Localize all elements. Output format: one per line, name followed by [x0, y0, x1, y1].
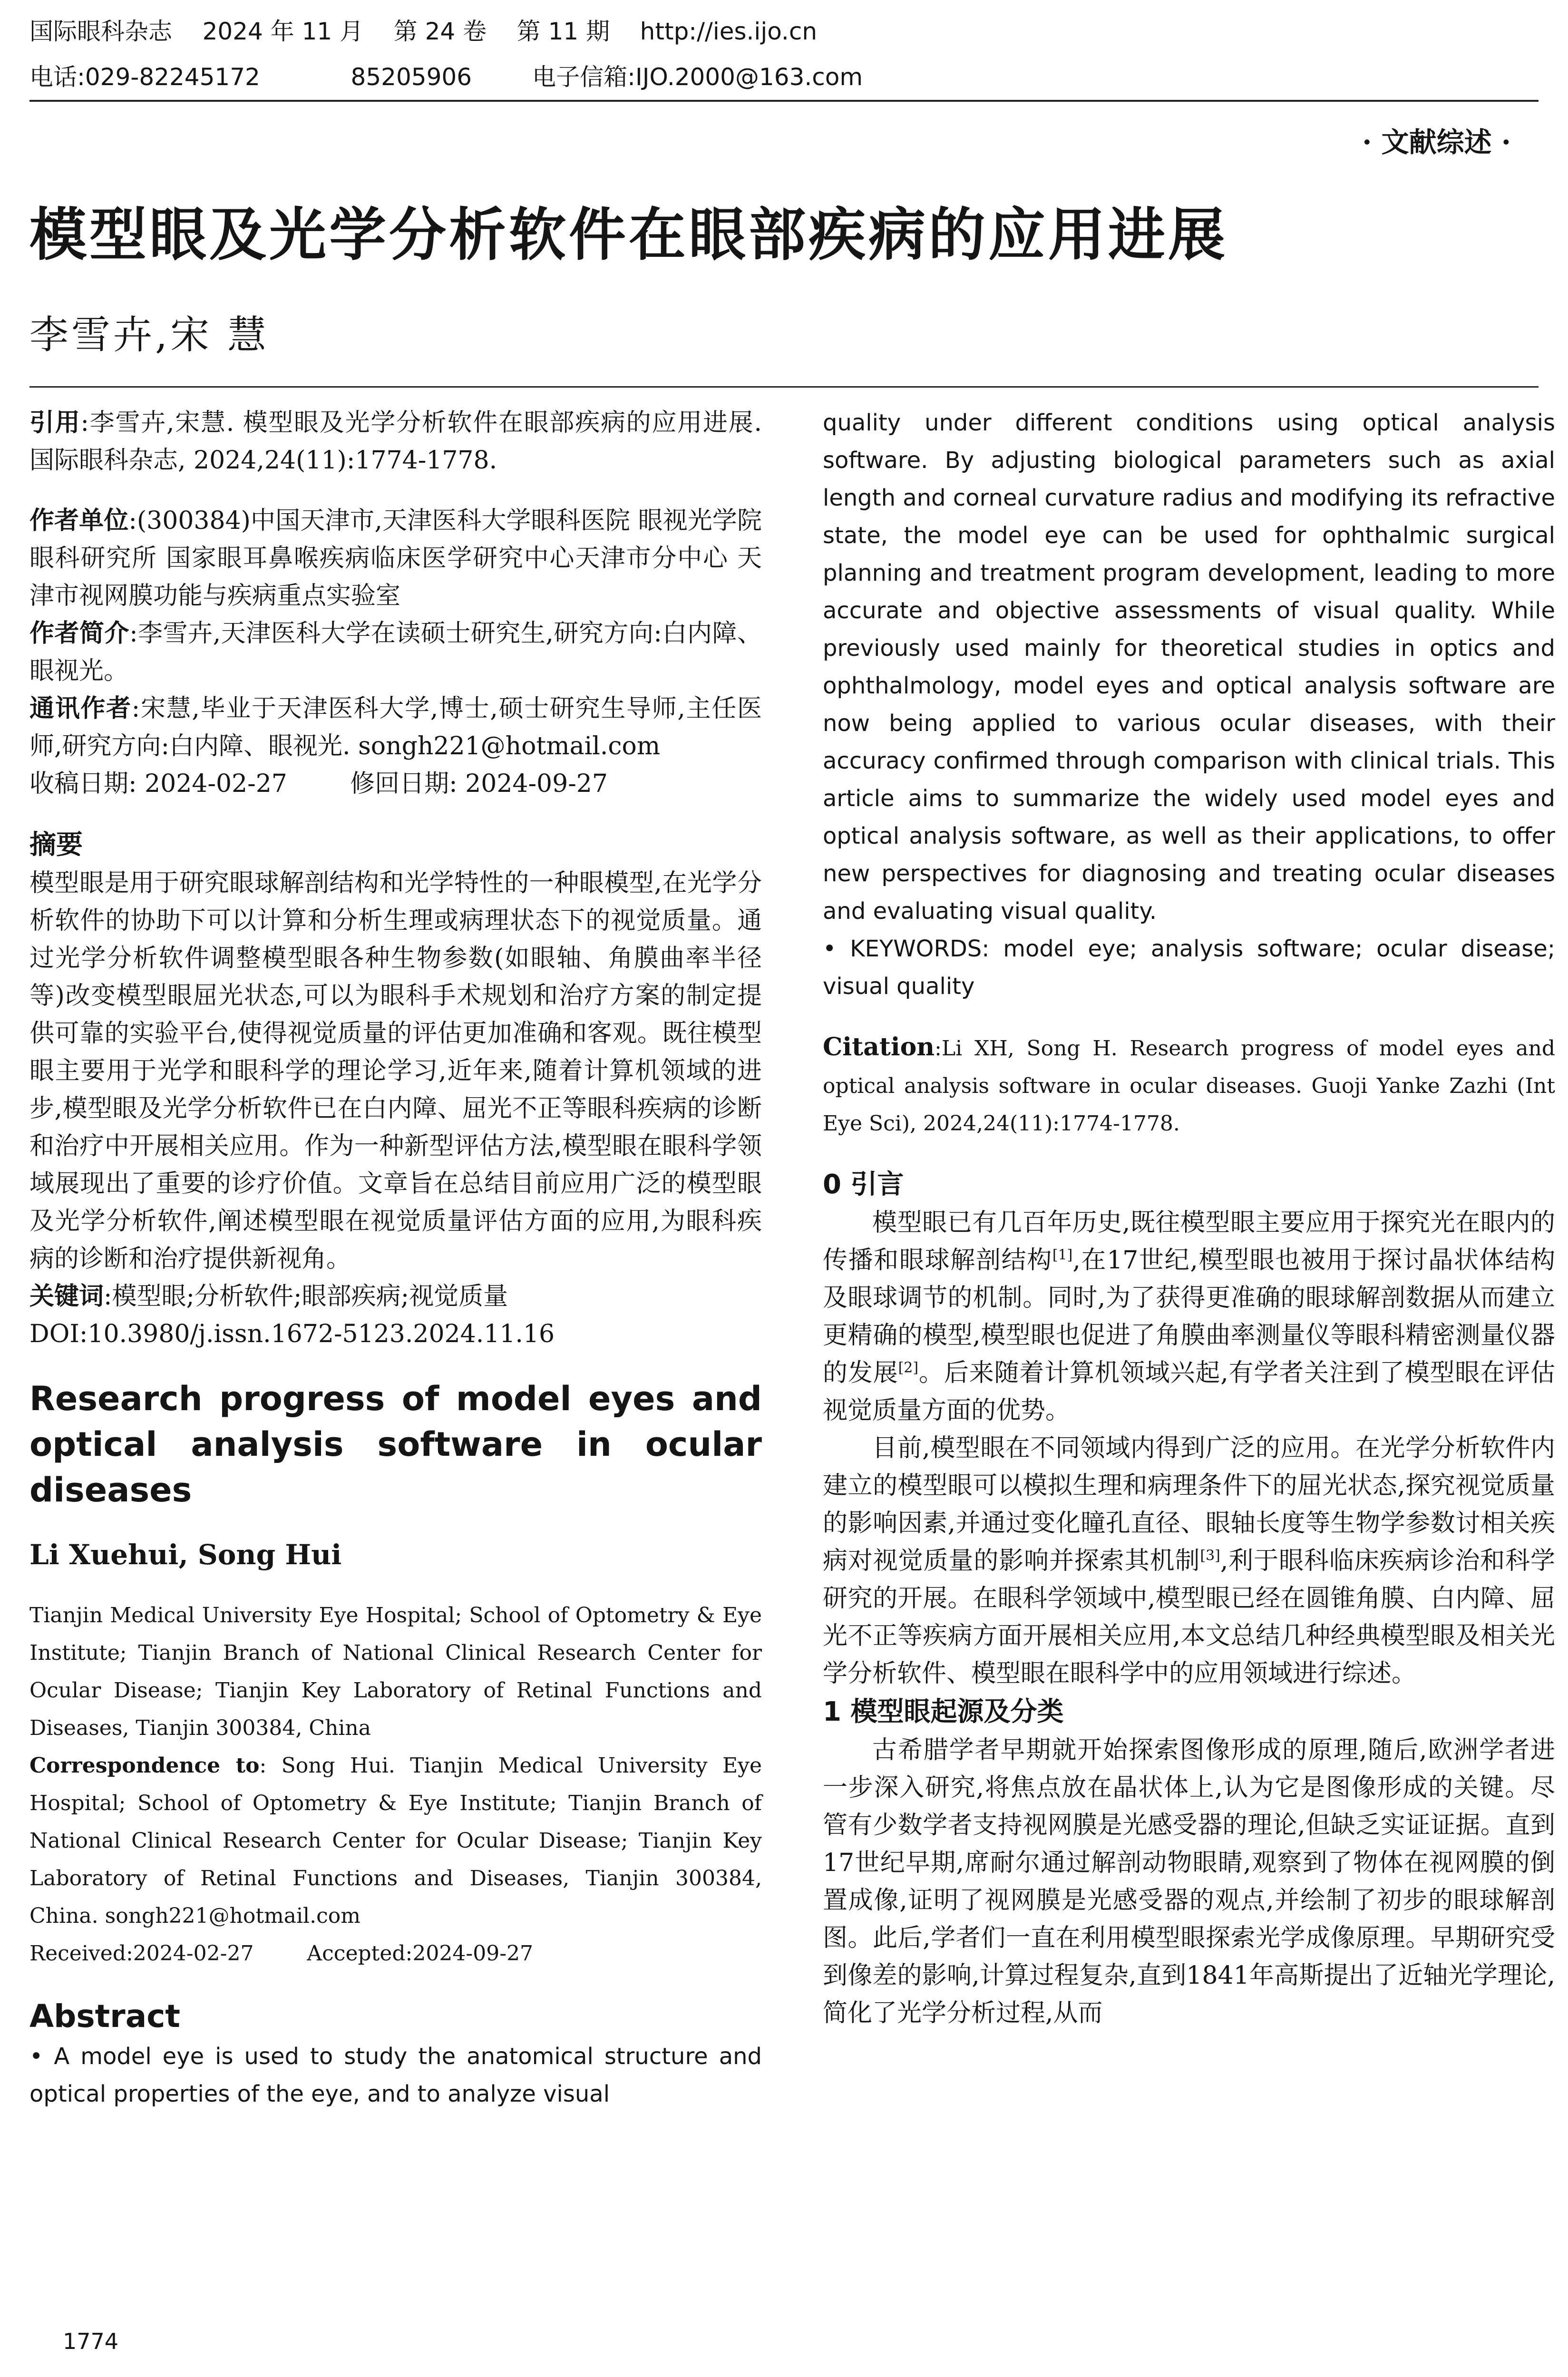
- english-citation: [823, 1028, 1555, 1142]
- left-column: [29, 404, 762, 2113]
- english-affiliation: Tianjin Medical University Eye Hospital; School of Optometry & Eye Institute; Tianjin Branch of National Clinical Research Center for Ocular Disease; Tianjin Key Laboratory of Retinal Functions and Diseases, Tianjin 300384, China: [29, 1603, 762, 1740]
- author-bio-label: 作者简介: [29, 619, 130, 648]
- abstract-zh-heading: 摘要: [29, 829, 83, 860]
- intro-paragraph-1: [823, 1204, 1555, 1430]
- ref-3: [3]: [1200, 1547, 1220, 1564]
- citation-zh-text: :李雪卉,宋慧. 模型眼及光学分析软件在眼部疾病的应用进展. 国际眼科杂志, 2024,24(11):1774-1778.: [29, 409, 762, 475]
- page-number: 1774: [63, 2328, 119, 2354]
- p2-text-a: 目前,模型眼在不同领域内得到广泛的应用。在光学分析软件内建立的模型眼可以模拟生理和病理条件下的屈光状态,探究视觉质量的影响因素,并通过变化瞳孔直径、眼轴长度等生物学参数讨相关疾病对视觉质量的影响并探索其机制: [823, 1434, 1555, 1575]
- intro-heading: 0 引言: [823, 1169, 904, 1200]
- english-abstract-part-1: • A model eye is used to study the anatomical structure and optical properties of the eye, and to analyze visual: [29, 2043, 762, 2107]
- section-tag: · 文献综述 ·: [1362, 126, 1511, 158]
- keywords-zh: [29, 1278, 762, 1315]
- dates-zh: 收稿日期: 2024-02-27 修回日期: 2024-09-27: [29, 770, 608, 798]
- english-correspondence-label: Correspondence to: [29, 1754, 260, 1778]
- english-authors: Li Xuehui, Song Hui: [29, 1539, 342, 1571]
- p1-text-b: ,在17世纪,模型眼也被用于探讨晶状体结构及眼球调节的机制。同时,为了获得更准确的眼球解剖数据从而建立更精确的模型,模型眼也促进了角膜曲率测量仪等眼科精密测量仪器的发展: [823, 1246, 1555, 1387]
- abstract-zh-text: 模型眼是用于研究眼球解剖结构和光学特性的一种眼模型,在光学分析软件的协助下可以计算和分析生理或病理状态下的视觉质量。通过光学分析软件调整模型眼各种生物参数(如眼轴、角膜曲率半径等)改变模型眼屈光状态,可以为眼科手术规划和治疗方案的制定提供可靠的实验平台,使得视觉质量的评估更加准确和客观。既往模型眼主要用于光学和眼科学的理论学习,近年来,随着计算机领域的进步,模型眼及光学分析软件已在白内障、屈光不正等眼科疾病的诊断和治疗中开展相关应用。作为一种新型评估方法,模型眼在眼科学领域展现出了重要的诊疗价值。文章旨在总结目前应用广泛的模型眼及光学分析软件,阐述模型眼在视觉质量评估方面的应用,为眼科疾病的诊断和治疗提供新视角。: [29, 869, 762, 1273]
- affiliation-zh-label: 作者单位: [29, 507, 129, 535]
- english-abstract-part-2: quality under different conditions using optical analysis software. By adjusting biological parameters such as axial length and corneal curvature radius and modifying its refractive state, the model eye can be used for ophthalmic surgical planning and treatment program development, leading to more accurate and objective assessments of visual quality. While previously used mainly for theoretical studies in optics and ophthalmology, model eyes and optical analysis software are now being applied to various ocular diseases, with their accuracy confirmed through comparison with clinical trials. This article aims to summarize the widely used model eyes and optical analysis software, as well as their applications, to offer new perspectives for diagnosing and treating ocular diseases and evaluating visual quality.: [823, 409, 1555, 925]
- english-correspondence: [29, 1747, 762, 1935]
- p2-text-b: ,利于眼科临床疾病诊治和科学研究的开展。在眼科学领域中,模型眼已经在圆锥角膜、白内障、屈光不正等疾病方面开展相关应用,本文总结几种经典模型眼及相关光学分析软件、模型眼在眼科学中的应用领域进行综述。: [823, 1547, 1555, 1688]
- article-authors: 李雪卉,宋 慧: [29, 312, 270, 358]
- title-rule: [29, 386, 1539, 388]
- correspondence-zh-label: 通讯作者: [29, 694, 132, 723]
- affiliation-zh-text: :(300384)中国天津市,天津医科大学眼科医院 眼视光学院 眼科研究所 国家眼耳鼻喉疾病临床医学研究中心天津市分中心 天津市视网膜功能与疾病重点实验室: [29, 507, 762, 610]
- journal-header-line-2: 电话:029-82245172 85205906 电子信箱:IJO.2000@163.com: [29, 63, 863, 91]
- english-citation-label: Citation: [823, 1033, 935, 1062]
- p1-text-a: 模型眼已有几百年历史,既往模型眼主要应用于探究光在眼内的传播和眼球解剖结构: [823, 1208, 1555, 1275]
- intro-paragraph-2: [823, 1430, 1555, 1693]
- header-rule: [29, 100, 1539, 102]
- english-citation-text: :Li XH, Song H. Research progress of model eyes and optical analysis software in ocular diseases. Guoji Yanke Zazhi (Int Eye Sci), 2024,24(11):1774-1778.: [823, 1036, 1555, 1136]
- keywords-zh-text: :模型眼;分析软件;眼部疾病;视觉质量: [104, 1282, 508, 1311]
- author-bio-text: :李雪卉,天津医科大学在读硕士研究生,研究方向:白内障、眼视光。: [29, 619, 762, 685]
- right-column: [823, 404, 1555, 2032]
- ref-1: [1]: [1052, 1247, 1073, 1264]
- english-dates: Received:2024-02-27 Accepted:2024-09-27: [29, 1941, 534, 1966]
- section-1-paragraph: 古希腊学者早期就开始探索图像形成的原理,随后,欧洲学者进一步深入研究,将焦点放在晶状体上,认为它是图像形成的关键。尽管有少数学者支持视网膜是光感受器的理论,但缺乏实证证据。直到17世纪早期,席耐尔通过解剖动物眼睛,观察到了物体在视网膜的倒置成像,证明了视网膜是光感受器的观点,并绘制了初步的眼球解剖图。此后,学者们一直在利用模型眼探索光学成像原理。早期研究受到像差的影响,计算过程复杂,直到1841年高斯提出了近轴光学理论,简化了光学分析过程,从而: [823, 1736, 1555, 2027]
- p1-text-c: 。后来随着计算机领域兴起,有学者关注到了模型眼在评估视觉质量方面的优势。: [823, 1359, 1555, 1425]
- english-keywords: • KEYWORDS: model eye; analysis software; ocular disease; visual quality: [823, 935, 1555, 1000]
- section-1-heading: 1 模型眼起源及分类: [823, 1696, 1064, 1727]
- english-correspondence-text: : Song Hui. Tianjin Medical University Eye Hospital; School of Optometry & Eye Institute; Tianjin Branch of National Clinical Research Center for Ocular Disease; Tianjin Key Laboratory of Retinal Functions and Diseases, Tianjin 300384, China. songh221@hotmail.com: [29, 1754, 762, 1928]
- english-abstract-heading: Abstract: [29, 1998, 180, 2035]
- author-bio: [29, 615, 762, 690]
- keywords-zh-label: 关键词: [29, 1282, 104, 1311]
- affiliation-zh: [29, 502, 762, 615]
- ref-2: [2]: [898, 1359, 919, 1376]
- journal-header-line-1: 国际眼科杂志 2024 年 11 月 第 24 卷 第 11 期 http://ies.ijo.cn: [29, 18, 818, 45]
- citation-zh: [29, 404, 762, 479]
- doi: DOI:10.3980/j.issn.1672-5123.2024.11.16: [29, 1320, 555, 1348]
- correspondence-zh: [29, 690, 762, 765]
- correspondence-zh-text: :宋慧,毕业于天津医科大学,博士,硕士研究生导师,主任医师,研究方向:白内障、眼视光. songh221@hotmail.com: [29, 694, 762, 760]
- article-title: 模型眼及光学分析软件在眼部疾病的应用进展: [29, 202, 1228, 268]
- citation-zh-label: 引用: [29, 409, 81, 437]
- english-title: Research progress of model eyes and optical analysis software in ocular diseases: [29, 1379, 762, 1510]
